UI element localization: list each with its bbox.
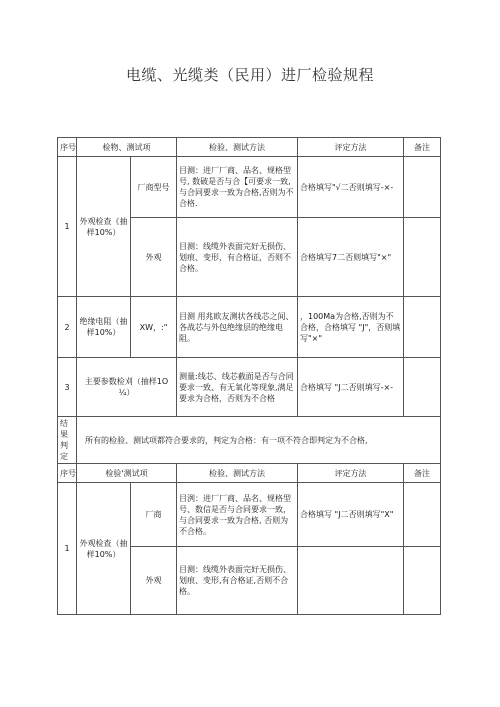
subitem-cell: 厂商 bbox=[131, 483, 177, 547]
method-cell: 目测 用兆欧友测状各线芯之间、各战芯与外包绝缘层的绝缘电阻。 bbox=[177, 297, 298, 358]
header-seq: 序号 bbox=[58, 464, 77, 483]
header-item: 检物、测试项 bbox=[77, 138, 177, 157]
subitem-cell: 外观 bbox=[131, 218, 177, 297]
table-row bbox=[58, 483, 441, 547]
seq-cell: 3 bbox=[58, 358, 77, 417]
item-cell: 主要参数检刈（抽样1O¼） bbox=[77, 358, 177, 417]
item-cell: 外观检查（抽样10%） bbox=[77, 483, 131, 615]
header-method: 检验、测试方法 bbox=[177, 464, 298, 483]
header-judge: 评定方法 bbox=[298, 464, 404, 483]
item-cell: 绝缘电阻（抽样10%） bbox=[77, 297, 131, 358]
header-seq: 序号 bbox=[58, 138, 77, 157]
subitem-cell: XW，:" bbox=[131, 297, 177, 358]
method-cell: 目测：线缆外表面完好无损伤、划痕、变形,有合格证,否则不合格。 bbox=[177, 547, 298, 615]
subitem-cell: 厂商型号 bbox=[131, 157, 177, 218]
page-title: 电缆、光缆类（民用）进厂检验规程 bbox=[125, 66, 374, 84]
result-label: 结果判定 bbox=[58, 417, 77, 464]
note-cell bbox=[404, 157, 441, 218]
table-row bbox=[58, 297, 441, 358]
header-item: 检验'测试项 bbox=[77, 464, 177, 483]
header-judge: 评定方法 bbox=[298, 138, 404, 157]
table-row bbox=[58, 358, 441, 417]
judge-cell: 合格填写 "J二否则填写"X" bbox=[298, 483, 404, 547]
seq-cell: 2 bbox=[58, 297, 77, 358]
judge-cell: 合格填写 "J二否则填写-×- bbox=[298, 358, 404, 417]
header-note: 备注 bbox=[404, 464, 441, 483]
header-method: 检验、测试方法 bbox=[177, 138, 298, 157]
result-row bbox=[58, 417, 441, 464]
note-cell bbox=[404, 358, 441, 417]
judge-cell: 合格填写"√二否则填写-×- bbox=[298, 157, 404, 218]
note-cell bbox=[404, 297, 441, 358]
note-cell bbox=[404, 483, 441, 547]
header-note: 备注 bbox=[404, 138, 441, 157]
result-text: 所有的检验、测试项都符合要求的，判定为合格：有一项不符合即判定为不合格, bbox=[77, 417, 441, 464]
item-cell: 外观检查《抽样10%） bbox=[77, 157, 131, 297]
method-cell: 目测：进厂厂商、品名、规格型号, 数破是否与合【可要求一致,与合同要求一致为合格,否则为不合格. bbox=[177, 157, 298, 218]
seq-cell: 1 bbox=[58, 157, 77, 297]
seq-cell: 1 bbox=[58, 483, 77, 615]
note-cell bbox=[404, 218, 441, 297]
subitem-cell: 外观 bbox=[131, 547, 177, 615]
table-row bbox=[58, 157, 441, 218]
judge-cell bbox=[298, 547, 404, 615]
table1-header-row bbox=[58, 138, 441, 157]
method-cell: 目测：线缆外表面完好无损伤、划痕、变形，有合格证，否则不合格。 bbox=[177, 218, 298, 297]
table2-header-row bbox=[58, 464, 441, 483]
inspection-table bbox=[57, 137, 441, 615]
method-cell: 测量:线芯、线芯截面是否与合同要求一致、有无氧化等现象,满足要求为合格，否则为不合格 bbox=[177, 358, 298, 417]
judge-cell: 合格填写7二否则填写"×" bbox=[298, 218, 404, 297]
note-cell bbox=[404, 547, 441, 615]
judge-cell: ，100Ma为合格,否则为不合格，合格填写 "J"，否则填写"×" bbox=[298, 297, 404, 358]
method-cell: 目洌：进厂厂商、品名、规格型号、数信是否与合同要求一致，与合同要求一致为合格, 否则为不合格。 bbox=[177, 483, 298, 547]
